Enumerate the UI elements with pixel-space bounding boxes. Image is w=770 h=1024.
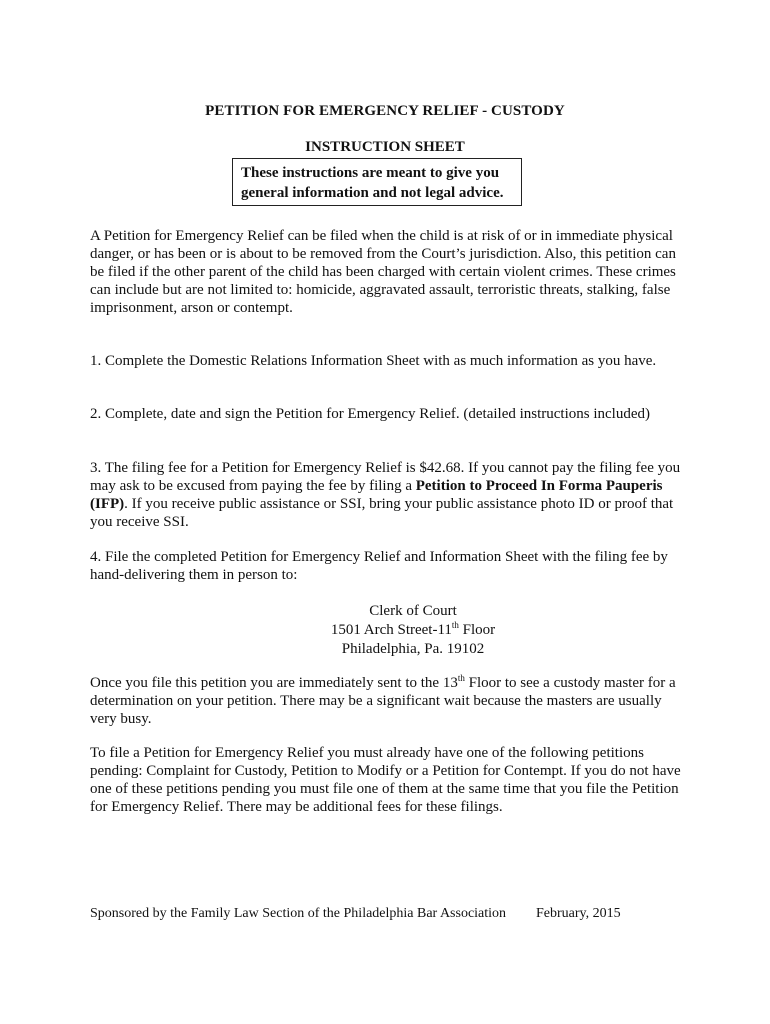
address-line-3: Philadelphia, Pa. 19102 bbox=[341, 641, 485, 657]
step-4: 4. File the completed Petition for Emergency Relief and Information Sheet with the filing fee by hand-delivering them in person to: bbox=[90, 549, 668, 583]
ifp-petition-name: Petition to Proceed In Forma Pauperis (IFP) bbox=[90, 478, 663, 512]
filing-text-a: Once you file this petition you are immediately sent to the 13 bbox=[90, 675, 458, 691]
clerk-address bbox=[0, 602, 770, 659]
pending-petitions-paragraph: To file a Petition for Emergency Relief you must already have one of the following petitions pending: Complaint for Custody, Petition to Modify or a Petition for Contempt. If you do not have one of these petitions pending you must file one of them at the same time that you file the Petition for Emergency Relief. There may be additional fees for these filings. bbox=[90, 745, 681, 815]
disclaimer-line-2: general information and not legal advice. bbox=[241, 185, 504, 201]
step-3-text-a: 3. The filing fee for a Petition for Emergency Relief is $42.68. If you cannot pay the filing fee you may ask to be excused from paying the fee by filing a bbox=[90, 460, 681, 494]
address-sup: th bbox=[451, 620, 459, 630]
disclaimer-box bbox=[232, 158, 522, 206]
footer-date: February, 2015 bbox=[536, 906, 621, 921]
step-2: 2. Complete, date and sign the Petition for Emergency Relief. (detailed instructions included) bbox=[90, 406, 650, 422]
document-title: PETITION FOR EMERGENCY RELIEF - CUSTODY bbox=[205, 103, 565, 119]
intro-paragraph: A Petition for Emergency Relief can be filed when the child is at risk of or in immediate physical danger, or has been or is about to be removed from the Court’s jurisdiction. Also, this petition can be filed if the other parent of the child has been charged with certain violent crimes. These crimes can include but are not limited to: homicide, aggravated assault, terroristic threats, stalking, false imprisonment, arson or contempt. bbox=[90, 228, 676, 316]
address-street: 1501 Arch Street-11 bbox=[330, 622, 452, 638]
footer-sponsor: Sponsored by the Family Law Section of the Philadelphia Bar Association bbox=[90, 906, 507, 921]
step-3 bbox=[90, 459, 690, 531]
step-3-text-b: . If you receive public assistance or SSI, bring your public assistance photo ID or proof that you receive SSI. bbox=[90, 496, 674, 530]
filing-paragraph bbox=[90, 674, 690, 728]
filing-sup: th bbox=[457, 673, 465, 683]
filing-text-b: Floor to see a custody master for a determination on your petition. There may be a significant wait because the masters are usually very busy. bbox=[90, 675, 676, 727]
address-floor: Floor bbox=[458, 622, 496, 638]
document-subtitle: INSTRUCTION SHEET bbox=[305, 139, 465, 155]
address-line-2 bbox=[56, 621, 770, 640]
address-line-1: Clerk of Court bbox=[369, 603, 457, 619]
disclaimer-line-1: These instructions are meant to give you bbox=[241, 165, 500, 181]
step-1: 1. Complete the Domestic Relations Information Sheet with as much information as you have. bbox=[90, 353, 657, 369]
